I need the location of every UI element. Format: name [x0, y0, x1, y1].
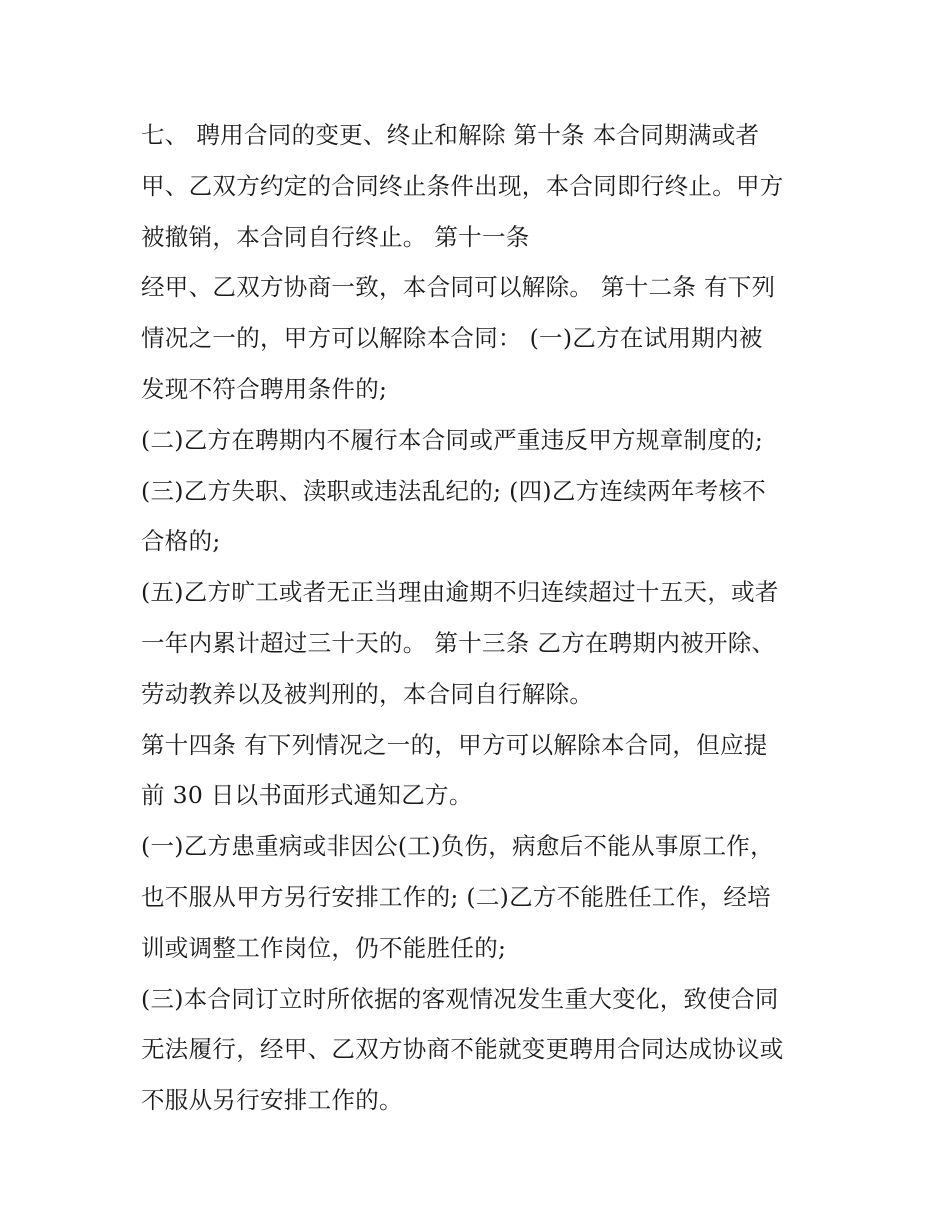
text-line: 第十四条 有下列情况之一的，甲方可以解除本合同，但应提	[141, 730, 768, 759]
text-line: 情况之一的，甲方可以解除本合同： (一)乙方在试用期内被	[141, 324, 763, 353]
text-line: (一)乙方患重病或非因公(工)负伤，病愈后不能从事原工作，	[141, 832, 774, 861]
text-line: 也不服从甲方另行安排工作的; (二)乙方不能胜任工作，经培	[141, 882, 771, 911]
text-line: 前 30 日以书面形式通知乙方。	[141, 781, 473, 810]
text-line: 经甲、乙双方协商一致，本合同可以解除。 第十二条 有下列	[141, 273, 776, 302]
text-line: (五)乙方旷工或者无正当理由逾期不归连续超过十五天，或者	[141, 578, 779, 607]
text-line: 训或调整工作岗位，仍不能胜任的;	[141, 933, 507, 962]
text-line: (三)本合同订立时所依据的客观情况发生重大变化，致使合同	[141, 984, 779, 1013]
text-line: 被撤销，本合同自行终止。 第十一条	[141, 222, 530, 251]
text-line: 不服从另行安排工作的。	[141, 1086, 403, 1115]
text-line: (二)乙方在聘期内不履行本合同或严重违反甲方规章制度的;	[141, 425, 764, 454]
contract-text	[141, 110, 831, 1126]
text-line: 七、 聘用合同的变更、终止和解除 第十条 本合同期满或者	[141, 121, 760, 149]
text-line: 一年内累计超过三十天的。 第十三条 乙方在聘期内被开除、	[141, 628, 776, 657]
text-line: 合格的;	[141, 527, 221, 556]
text-line: (三)乙方失职、渎职或违法乱纪的; (四)乙方连续两年考核不	[141, 476, 767, 505]
text-line: 甲、乙双方约定的合同终止条件出现，本合同即行终止。甲方	[141, 171, 784, 200]
text-line: 发现不符合聘用条件的;	[141, 374, 388, 403]
text-line: 无法履行，经甲、乙双方协商不能就变更聘用合同达成协议或	[141, 1035, 784, 1064]
text-line: 劳动教养以及被判刑的，本合同自行解除。	[141, 679, 594, 708]
